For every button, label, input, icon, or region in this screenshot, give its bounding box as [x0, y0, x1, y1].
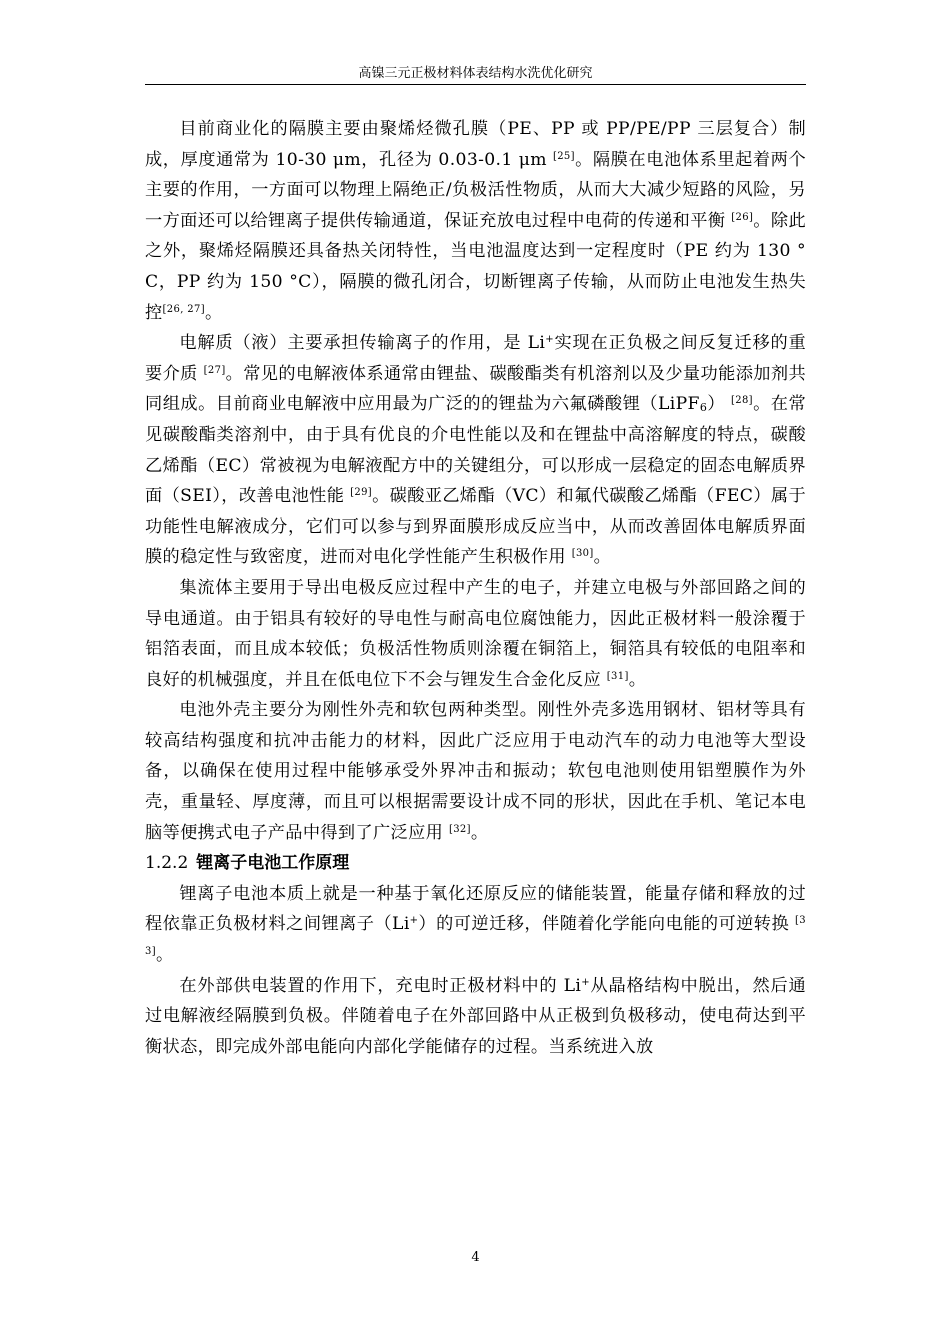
superscript: + [581, 976, 590, 988]
paragraph-text: 。 [593, 547, 612, 568]
citation: [26] [731, 211, 754, 223]
citation: [32] [448, 823, 471, 835]
running-header: 高镍三元正极材料体表结构水洗优化研究 [358, 66, 593, 81]
paragraph-text: 目前商业化的隔膜主要由聚烯烃微孔膜（PE、PP 或 PP/PE/PP 三层复合）制成，厚度通常为 10-30 μm，孔径为 0.03-0.1 μm [145, 119, 806, 170]
paragraph-text: 电解质（液）主要承担传输离子的作用，是 Li [179, 333, 546, 354]
subscript: 6 [699, 401, 708, 415]
paragraph-charging [145, 971, 806, 1063]
citation: [25] [552, 150, 575, 162]
paragraph-electrolyte [145, 328, 806, 573]
paragraph-text: ） [707, 394, 731, 415]
paragraph-text: 。 [470, 822, 489, 843]
superscript: + [409, 915, 419, 927]
paragraph-working-principle [145, 879, 806, 971]
section-title: 锂离子电池工作原理 [196, 853, 350, 874]
citation: [28] [730, 395, 753, 407]
paragraph-text: ）的可逆迁移，伴随着化学能向电能的可逆转换 [418, 914, 796, 935]
paragraph-text: 集流体主要用于导出电极反应过程中产生的电子，并建立电极与外部回路之间的导电通道。由于铝具有较好的导电性与耐高电位腐蚀能力，因此正极材料一般涂覆于铝箔表面，而且成本较低；负极活性物质则涂覆在铜箔上，铜箔具有较低的电阻率和良好的机械强度，并且在低电位下不会与锂发生合金化反应 [145, 577, 806, 690]
page-number: 4 [471, 1250, 480, 1265]
paragraph-text: 在外部供电装置的作用下，充电时正极材料中的 Li [179, 975, 582, 996]
page-body [145, 114, 806, 1062]
paragraph-text: 实现在正负极之间反复迁移的重要介质 [145, 333, 807, 384]
paragraph-text: 。 [628, 669, 647, 690]
section-number: 1.2.2 [145, 853, 189, 874]
paragraph-text: 。碳酸亚乙烯酯（VC）和氟代碳酸乙烯酯（FEC）属于功能性电解液成分，它们可以参与到界面膜形成反应当中，从而改善固体电解质界面膜的稳定性与致密度，进而对电化学性能产生积极作用 [145, 486, 806, 568]
citation: [33] [145, 915, 806, 958]
paragraph-text: 锂离子电池本质上就是一种基于氧化还原反应的储能装置，能量存储和释放的过程依靠正负极材料之间锂离子（Li [145, 883, 806, 935]
paragraph-text: 电池外壳主要分为刚性外壳和软包两种类型。刚性外壳多选用钢材、铝材等具有较高结构强度和抗冲击能力的材料，因此广泛应用于电动汽车的动力电池等大型设备，以确保在使用过程中能够承受外界冲击和振动；软包电池则使用铝塑膜作为外壳，重量轻、厚度薄，而且可以根据需要设计成不同的形状，因此在手机、笔记本电脑等便携式电子产品中得到了广泛应用 [145, 700, 806, 843]
citation: [26, 27] [162, 303, 205, 315]
paragraph-current-collector [145, 573, 806, 695]
paragraph-text: 。 [204, 302, 223, 323]
paragraph-battery-case [145, 695, 806, 848]
paragraph-text: 从晶格结构中脱出，然后通过电解液经隔膜到负极。伴随着电子在外部回路中从正极到负极移动，使电荷达到平衡状态，即完成外部电能向内部化学能储存的过程。当系统进入放 [145, 975, 806, 1057]
paragraph-text: 。常见的电解液体系通常由锂盐、碳酸酯类有机溶剂以及少量功能添加剂共同组成。目前商业电解液中应用最为广泛的的锂盐为六氟磷酸锂（LiPF [145, 363, 806, 415]
paragraph-text: 。除此之外，聚烯烃隔膜还具备热关闭特性，当电池温度达到一定程度时（PE 约为 130 °C，PP 约为 150 °C），隔膜的微孔闭合，切断锂离子传输，从而防止电池发生热失控 [145, 210, 806, 323]
header-rule [145, 84, 806, 85]
paragraph-text: 。 [155, 945, 174, 966]
citation: [30] [571, 548, 594, 560]
paragraph-text: 。隔膜在电池体系里起着两个主要的作用，一方面可以物理上隔绝正/负极活性物质，从而大大减少短路的风险，另一方面还可以给锂离子提供传输通道，保证充放电过程中电荷的传递和平衡 [145, 149, 806, 231]
section-heading [145, 848, 806, 879]
paragraph-text: 。在常见碳酸酯类溶剂中，由于具有优良的介电性能以及和在锂盐中高溶解度的特点，碳酸乙烯酯（EC）常被视为电解液配方中的关键组分，可以形成一层稳定的固态电解质界面（SEI），改善电池性能 [145, 394, 806, 507]
superscript: + [545, 334, 555, 346]
citation: [31] [606, 670, 629, 682]
citation: [27] [203, 364, 226, 376]
paragraph-separator [145, 114, 806, 328]
citation: [29] [350, 487, 373, 499]
